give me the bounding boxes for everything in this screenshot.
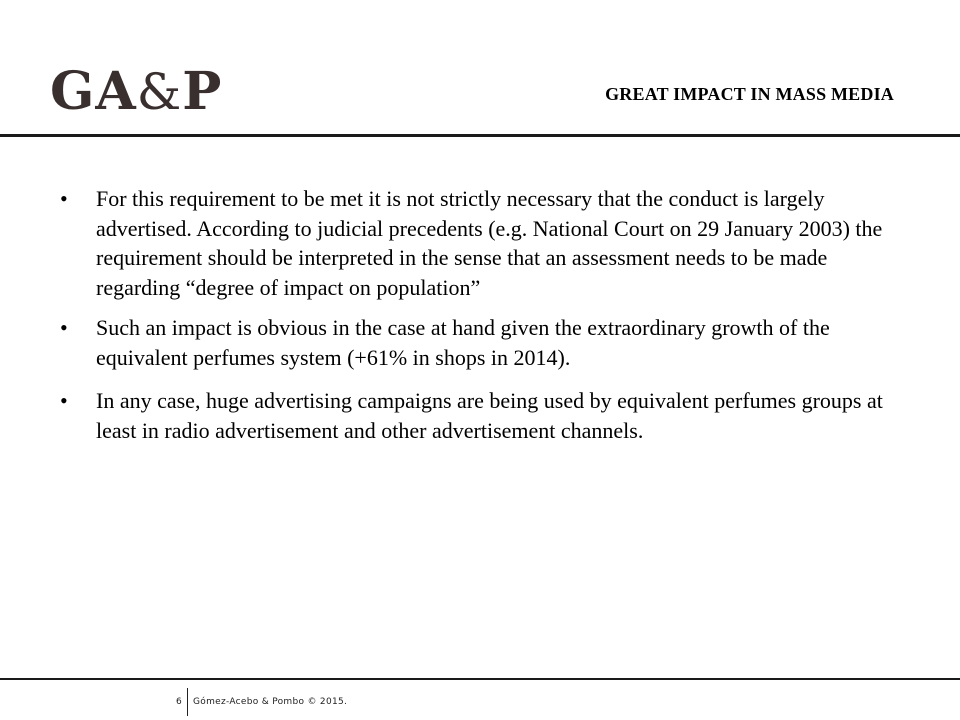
bullet-marker: • bbox=[60, 388, 68, 413]
bullet-marker: • bbox=[60, 315, 68, 340]
bullet-list bbox=[60, 184, 900, 456]
company-logo bbox=[50, 61, 223, 122]
logo-text-left: GA bbox=[50, 61, 137, 122]
bullet-marker: • bbox=[60, 186, 68, 211]
page-number: 6 bbox=[176, 697, 182, 707]
bullet-text: In any case, huge advertising campaigns are being used by equivalent perfumes groups at least in radio advertisement and other advertisement channels. bbox=[96, 388, 883, 443]
bullet-text: For this requirement to be met it is not strictly necessary that the conduct is largely advertised. According to judicial precedents (e.g. National Court on 29 January 2003) the requirement should be interpreted in the sense that an assessment needs to be made regarding “degree of impact on population” bbox=[96, 186, 883, 300]
bullet-text: Such an impact is obvious in the case at hand given the extraordinary growth of the equivalent perfumes system (+61% in shops in 2014). bbox=[96, 315, 830, 370]
bullet-item bbox=[60, 313, 900, 372]
footer bbox=[0, 680, 960, 720]
header-divider bbox=[0, 134, 960, 137]
logo-text-right: P bbox=[182, 61, 223, 122]
bullet-item bbox=[60, 184, 900, 302]
copyright-text: Gómez-Acebo & Pombo © 2015. bbox=[193, 697, 348, 707]
footer-separator bbox=[187, 688, 188, 716]
logo-ampersand: & bbox=[136, 63, 183, 121]
bullet-item bbox=[60, 386, 900, 445]
slide-title: GREAT IMPACT IN MASS MEDIA bbox=[605, 84, 894, 104]
